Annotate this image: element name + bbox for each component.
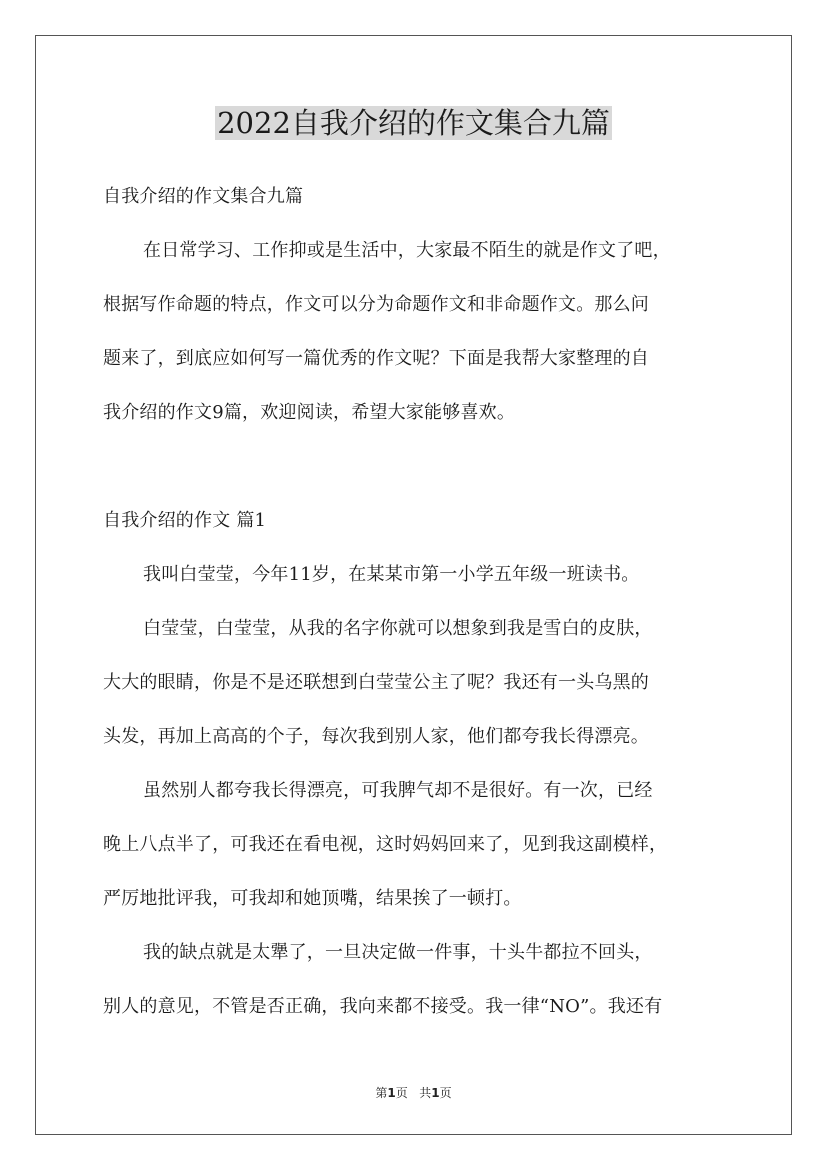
page-number: 1: [387, 1086, 396, 1100]
page-footer: [0, 1084, 827, 1101]
paragraph-line: 大大的眼睛，你是不是还联想到白莹莹公主了呢？我还有一头乌黑的: [103, 672, 649, 693]
page-prefix: 第: [375, 1086, 388, 1100]
paragraph-line: 白莹莹，白莹莹，从我的名字你就可以想象到我是雪白的皮肤，: [143, 618, 653, 639]
paragraph-line: 我介绍的作文9篇，欢迎阅读，希望大家能够喜欢。: [103, 402, 516, 423]
paragraph-line: 我叫白莹莹，今年11岁，在某某市第一小学五年级一班读书。: [143, 564, 640, 585]
total-pages: 1: [431, 1086, 440, 1100]
total-suffix: 页: [439, 1086, 452, 1100]
paragraph-line: 虽然别人都夸我长得漂亮，可我脾气却不是很好。有一次，已经: [143, 780, 653, 801]
paragraph-line: 晚上八点半了，可我还在看电视，这时妈妈回来了，见到我这副模样，: [103, 834, 668, 855]
page-suffix: 页: [395, 1086, 408, 1100]
paragraph-line: 严厉地批评我，可我却和她顶嘴，结果挨了一顿打。: [103, 888, 522, 909]
paragraph-line: 题来了，到底应如何写一篇优秀的作文呢？下面是我帮大家整理的自: [103, 348, 649, 369]
section-heading: 自我介绍的作文 篇1: [103, 510, 267, 531]
document-body: [103, 170, 743, 1034]
total-prefix: 共: [419, 1086, 432, 1100]
section-heading: 自我介绍的作文集合九篇: [103, 186, 304, 207]
document-title-text: 2022自我介绍的作文集合九篇: [217, 106, 610, 140]
paragraph-line: 别人的意见，不管是否正确，我向来都不接受。我一律“NO”。我还有: [103, 996, 663, 1017]
paragraph-line: 在日常学习、工作抑或是生活中，大家最不陌生的就是作文了吧，: [143, 240, 671, 261]
paragraph-line: 根据写作命题的特点，作文可以分为命题作文和非命题作文。那么问: [103, 294, 649, 315]
paragraph-line: 我的缺点就是太犟了，一旦决定做一件事，十头牛都拉不回头，: [143, 942, 653, 963]
paragraph-line: 头发，再加上高高的个子，每次我到别人家，他们都夸我长得漂亮。: [103, 726, 649, 747]
blank-line: [103, 440, 743, 494]
document-title: [0, 100, 827, 146]
